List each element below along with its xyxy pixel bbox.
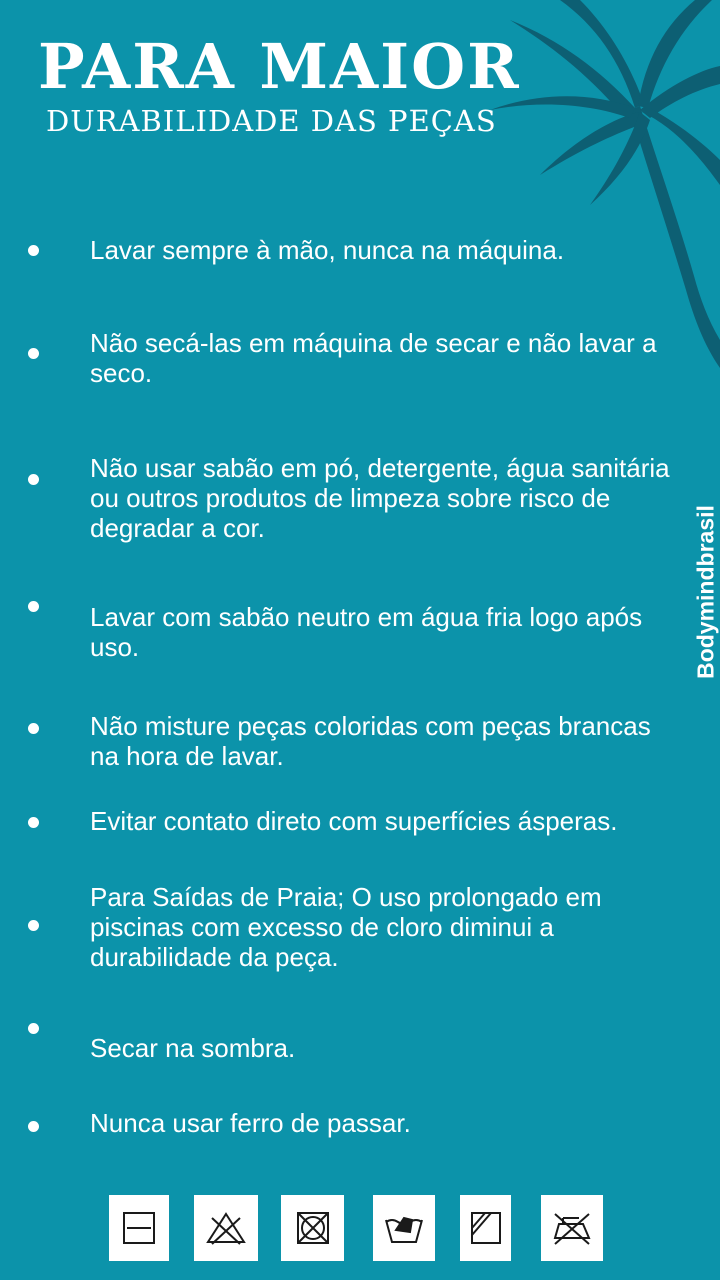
do-not-bleach-icon: [194, 1195, 258, 1261]
bullet-icon: [28, 1023, 39, 1034]
bullet-icon: [28, 1121, 39, 1132]
tumble-dry-flat-icon: [109, 1195, 169, 1261]
list-item: Não misture peças coloridas com peças brancas na hora de lavar.: [90, 711, 651, 771]
list-item: Para Saídas de Praia; O uso prolongado em piscinas com excesso de cloro diminui a durabilidade da peça.: [90, 882, 602, 972]
bullet-icon: [28, 474, 39, 485]
list-item: Lavar com sabão neutro em água fria logo após uso.: [90, 602, 643, 662]
bullet-icon: [28, 601, 39, 612]
list-item: Lavar sempre à mão, nunca na máquina.: [90, 235, 565, 265]
list-item: Nunca usar ferro de passar.: [90, 1108, 411, 1138]
page-title: PARA MAIOR: [38, 30, 521, 103]
list-item: Secar na sombra.: [90, 1033, 296, 1063]
bullet-icon: [28, 245, 39, 256]
bullet-icon: [28, 920, 39, 931]
dry-in-shade-icon: [460, 1195, 511, 1261]
page-subtitle: DURABILIDADE DAS PEÇAS: [46, 104, 497, 138]
do-not-tumble-dry-icon: [281, 1195, 344, 1261]
bullet-icon: [28, 817, 39, 828]
bullet-icon: [28, 348, 39, 359]
list-item: Não usar sabão em pó, detergente, água sanitária ou outros produtos de limpeza sobre risco de degradar a cor.: [90, 453, 670, 543]
list-item: Não secá-las em máquina de secar e não lavar a seco.: [90, 328, 657, 388]
hand-wash-icon: [373, 1195, 435, 1261]
do-not-iron-icon: [541, 1195, 603, 1261]
list-item: Evitar contato direto com superfícies ásperas.: [90, 806, 618, 836]
bullet-icon: [28, 723, 39, 734]
brand-handle: Bodymindbrasil: [692, 505, 719, 679]
